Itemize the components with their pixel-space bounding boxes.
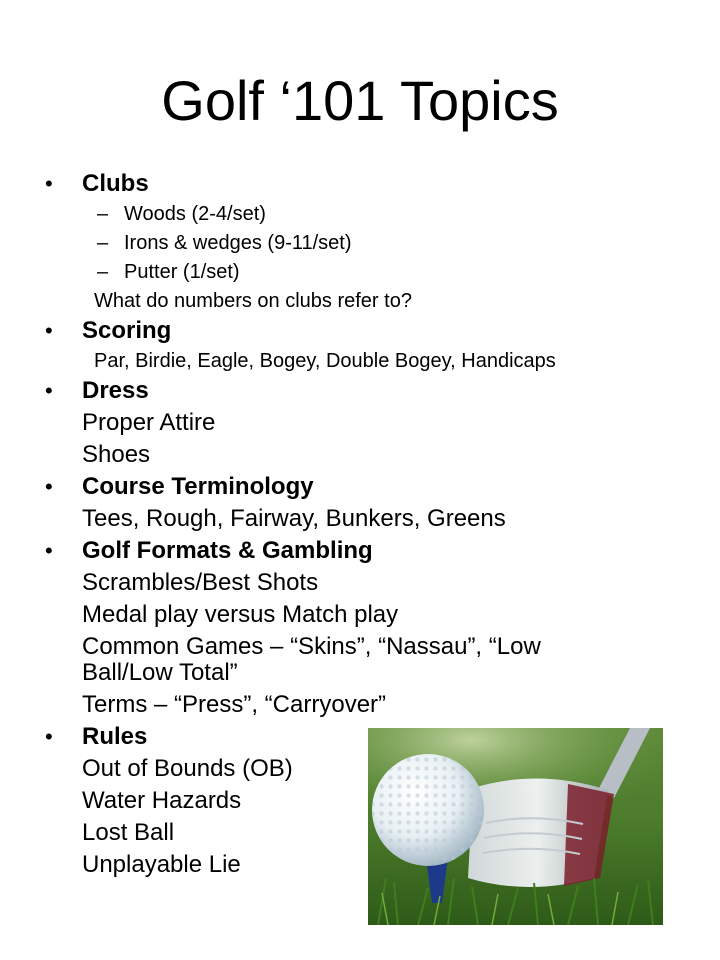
formats-line: Ball/Low Total” [82,659,238,686]
rules-line: Out of Bounds (OB) [82,755,293,782]
heading-course-terminology: Course Terminology [82,473,314,500]
heading-scoring: Scoring [82,317,172,344]
bullet-rules: • [45,724,53,749]
heading-clubs: Clubs [82,170,149,197]
subitem-irons: Irons & wedges (9-11/set) [124,232,352,254]
golf-ball-photo [368,728,663,925]
bullet-scoring: • [45,318,53,343]
subitem-woods: Woods (2-4/set) [124,203,266,225]
formats-line: Scrambles/Best Shots [82,569,319,596]
heading-dress: Dress [82,377,149,404]
bullet-course: • [45,474,53,499]
page-title: Golf ‘101 Topics [161,69,559,132]
heading-rules: Rules [82,723,148,750]
heading-formats: Golf Formats & Gambling [82,537,373,564]
clubs-note: What do numbers on clubs refer to? [94,290,412,312]
dress-line: Proper Attire [82,409,216,436]
rules-line: Unplayable Lie [82,851,241,878]
formats-line: Common Games – “Skins”, “Nassau”, “Low [82,633,541,660]
bullet-dress: • [45,378,53,403]
dress-line: Shoes [82,441,151,468]
dash-icon: – [97,232,109,254]
subitem-putter: Putter (1/set) [124,261,240,283]
dash-icon: – [97,203,109,225]
dash-icon: – [97,261,109,283]
rules-line: Lost Ball [82,819,175,846]
formats-line: Medal play versus Match play [82,601,399,628]
course-line: Tees, Rough, Fairway, Bunkers, Greens [82,505,506,532]
formats-line: Terms – “Press”, “Carryover” [82,691,387,718]
bullet-clubs: • [45,171,53,196]
rules-line: Water Hazards [82,787,242,814]
scoring-note: Par, Birdie, Eagle, Bogey, Double Bogey, Handicaps [94,350,556,372]
bullet-formats: • [45,538,53,563]
